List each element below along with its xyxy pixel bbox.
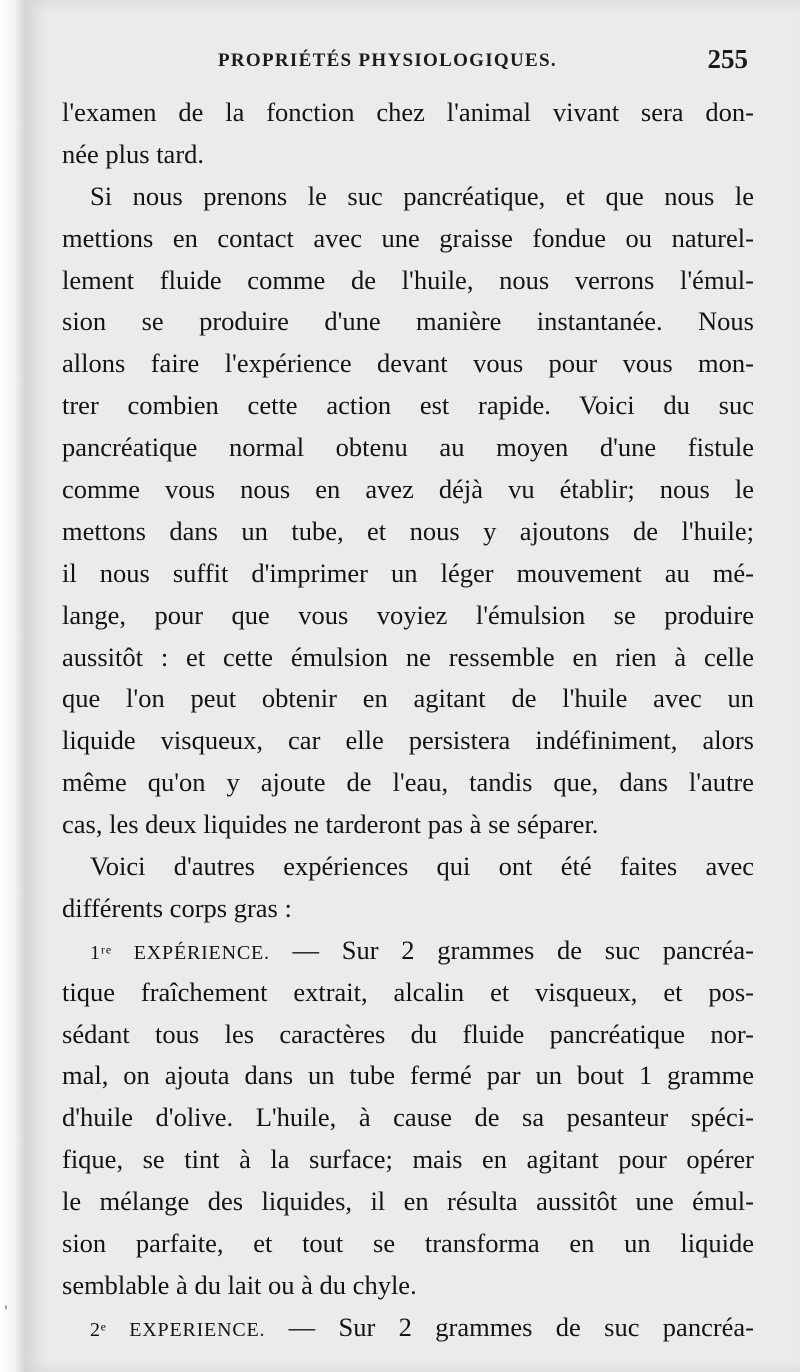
- text-line: que l'on peut obtenir en agitant de l'huile avec un: [62, 683, 754, 714]
- text-line: Si nous prenons le suc pancréatique, et que nous le: [90, 180, 754, 211]
- running-title: PROPRIÉTÉS PHYSIOLOGIQUES.: [218, 50, 557, 71]
- margin-mark: ': [4, 1304, 8, 1320]
- text-line: mettons dans un tube, et nous y ajoutons de l'huile;: [62, 515, 754, 546]
- text-line: même qu'on y ajoute de l'eau, tandis que, dans l'autre: [62, 767, 754, 798]
- text-line: d'huile d'olive. L'huile, à cause de sa pesanteur spéci-: [62, 1102, 754, 1133]
- text-line: lange, pour que vous voyiez l'émulsion se produire: [62, 599, 754, 630]
- text-line: Voici d'autres expériences qui ont été faites avec: [90, 851, 754, 882]
- experiment-1-first-line: — Sur 2 grammes de suc pancréa-: [269, 934, 754, 965]
- experiment-2-first-line: — Sur 2 grammes de suc pancréa-: [265, 1311, 754, 1342]
- experiment-1-label: 1ʳᵉ EXPÉRIENCE.: [90, 941, 270, 964]
- text-line: sion parfaite, et tout se transforma en un liquide: [62, 1228, 754, 1259]
- text-line: trer combien cette action est rapide. Voici du suc: [62, 390, 754, 421]
- text-line: lement fluide comme de l'huile, nous verrons l'émul-: [62, 264, 754, 295]
- text-line: différents corps gras :: [62, 892, 292, 923]
- text-line: il nous suffit d'imprimer un léger mouvement au mé-: [62, 557, 754, 588]
- text-line: fique, se tint à la surface; mais en agitant pour opérer: [62, 1144, 754, 1175]
- running-head: [218, 44, 748, 80]
- text-line: liquide visqueux, car elle persistera indéfiniment, alors: [62, 725, 754, 756]
- text-line: mal, on ajouta dans un tube fermé par un bout 1 gramme: [62, 1060, 754, 1091]
- page-number: 255: [707, 44, 748, 74]
- text-line: cas, les deux liquides ne tarderont pas à se séparer.: [62, 809, 599, 840]
- text-line: comme vous nous en avez déjà vu établir; nous le: [62, 474, 754, 505]
- body-text: [62, 92, 754, 1349]
- text-line: mettions en contact avec une graisse fondue ou naturel-: [62, 222, 754, 253]
- text-line: l'examen de la fonction chez l'animal vivant sera don-: [62, 97, 754, 127]
- text-line: sédant tous les caractères du fluide pancréatique nor-: [62, 1018, 754, 1049]
- experiment-2-heading-line: [62, 1307, 754, 1349]
- experiment-2-label: 2ᵉ EXPERIENCE.: [90, 1318, 266, 1341]
- text-line: aussitôt : et cette émulsion ne ressemble en rien à celle: [62, 641, 754, 672]
- book-gutter: [0, 0, 24, 1372]
- text-line: le mélange des liquides, il en résulta aussitôt une émul-: [62, 1186, 754, 1217]
- text-line: semblable à du lait ou à du chyle.: [62, 1269, 417, 1300]
- text-line: pancréatique normal obtenu au moyen d'une fistule: [62, 432, 754, 463]
- text-line: sion se produire d'une manière instantanée. Nous: [62, 306, 754, 337]
- text-line: allons faire l'expérience devant vous pour vous mon-: [62, 348, 754, 379]
- text-line: née plus tard.: [62, 138, 205, 169]
- text-line: tique fraîchement extrait, alcalin et visqueux, et pos-: [62, 976, 754, 1007]
- experiment-1-heading-line: [62, 930, 754, 972]
